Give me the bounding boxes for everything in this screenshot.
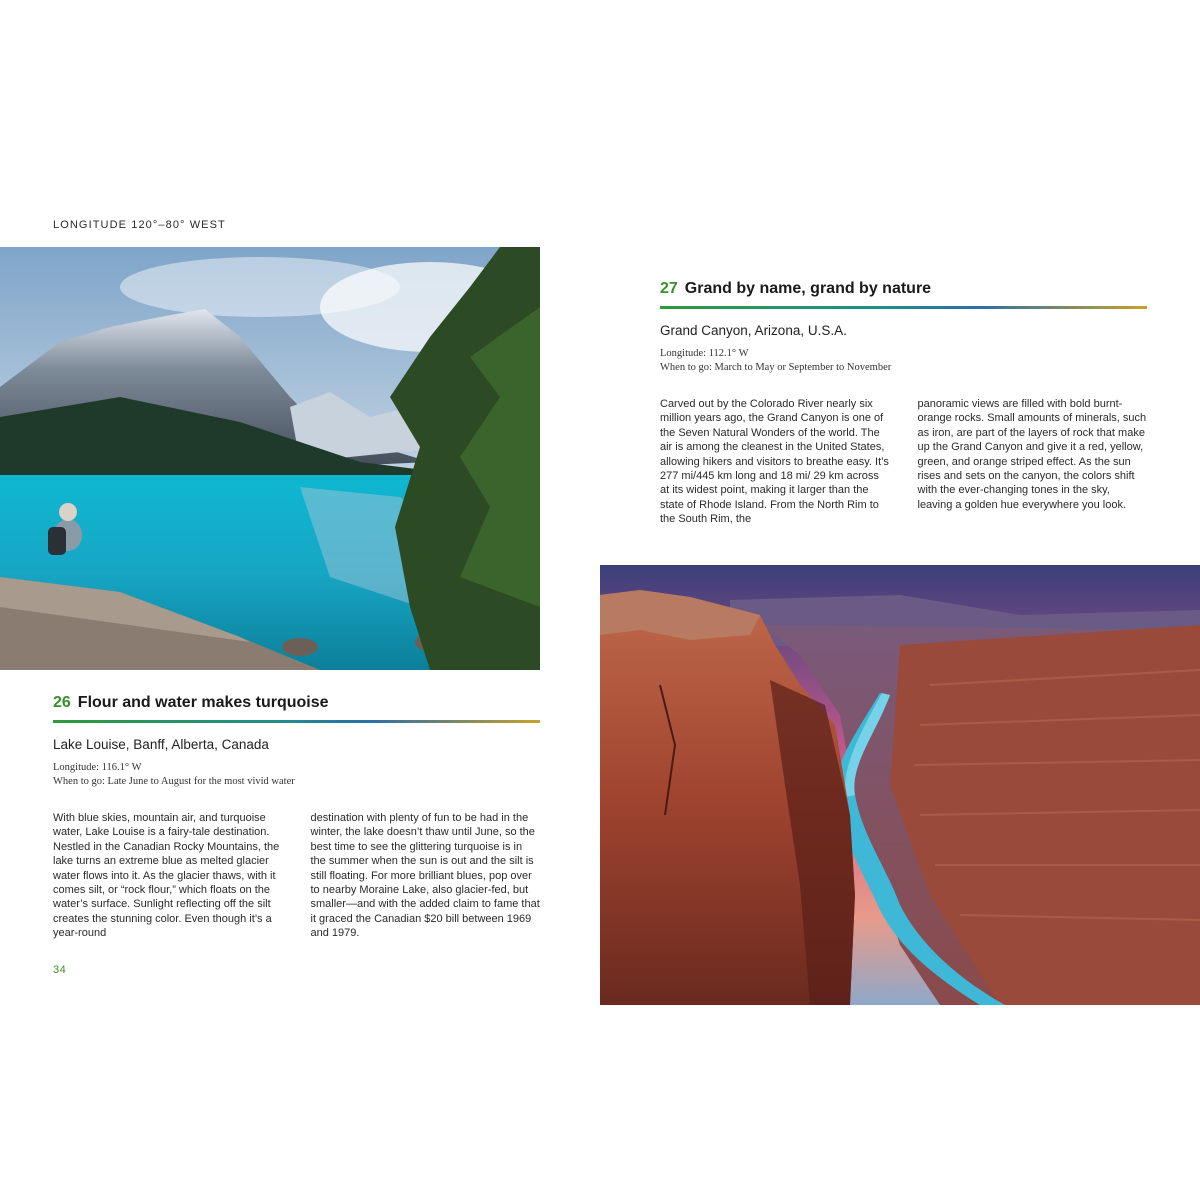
body-column-1: With blue skies, mountain air, and turquoise water, Lake Louise is a fairy-tale destination. Nestled in the Canadian Rocky Mountains, the lake turns an extreme blue as melted glacier water flows into it. As the glacier thaws, with it comes silt, or “rock flour,” which floats on the water’s surface. Sunlight reflecting off the silt creates the stunning color. Even though it’s a year-round xyxy=(53,812,280,940)
body-column-2: destination with plenty of fun to be had in the winter, the lake doesn’t thaw until June, so the best time to see the glittering turquoise is in the summer when the sun is out and the silt is still floating. For more brilliant blues, pop over to nearby Moraine Lake, also glacier-fed, but smaller—and with the added claim to fame that it graced the Canadian $20 bill between 1969 and 1979. xyxy=(310,812,540,940)
entry-location: Grand Canyon, Arizona, U.S.A. xyxy=(660,323,847,338)
entry-number: 26 xyxy=(53,694,71,711)
entry-longitude: Longitude: 112.1° W xyxy=(660,348,749,359)
heading-rule xyxy=(53,720,540,723)
entry-when-to-go: When to go: Late June to August for the most vivid water xyxy=(53,776,295,787)
heading-rule xyxy=(660,306,1147,309)
running-head: LONGITUDE 120°–80° WEST xyxy=(53,219,226,231)
entry-body xyxy=(53,811,540,941)
entry-longitude: Longitude: 116.1° W xyxy=(53,762,142,773)
entry-number: 27 xyxy=(660,280,678,297)
entry-location: Lake Louise, Banff, Alberta, Canada xyxy=(53,737,269,752)
lake-louise-photo xyxy=(0,247,540,670)
entry-title: Flour and water makes turquoise xyxy=(77,694,329,711)
body-column-1: Carved out by the Colorado River nearly six million years ago, the Grand Canyon is one of the Seven Natural Wonders of the world. The air is among the cleanest in the United States, allowing hikers and visitors to breathe easy. It’s 277 mi/445 km long and 18 mi/ 29 km across at its widest point, making it larger than the state of Rhode Island. From the North Rim to the South Rim, the xyxy=(660,398,889,526)
entry-27-heading xyxy=(660,280,1147,298)
entry-title: Grand by name, grand by nature xyxy=(684,280,932,297)
entry-when-to-go: When to go: March to May or September to November xyxy=(660,362,892,373)
body-column-2: panoramic views are filled with bold burnt-orange rocks. Small amounts of minerals, such as iron, are part of the layers of rock that make up the Grand Canyon and give it a red, yellow, green, and orange striped effect. As the sun rises and sets on the canyon, the colors shift with the ever-changing tones in the sky, leaving a golden hue everywhere you look. xyxy=(917,398,1147,511)
entry-26-heading xyxy=(53,694,540,712)
entry-body xyxy=(660,397,1147,527)
entry-meta xyxy=(660,347,1147,375)
grand-canyon-photo xyxy=(600,565,1200,1005)
entry-meta xyxy=(53,761,540,789)
entry-26 xyxy=(53,694,540,941)
page-number: 34 xyxy=(53,964,67,976)
entry-27 xyxy=(660,280,1147,527)
